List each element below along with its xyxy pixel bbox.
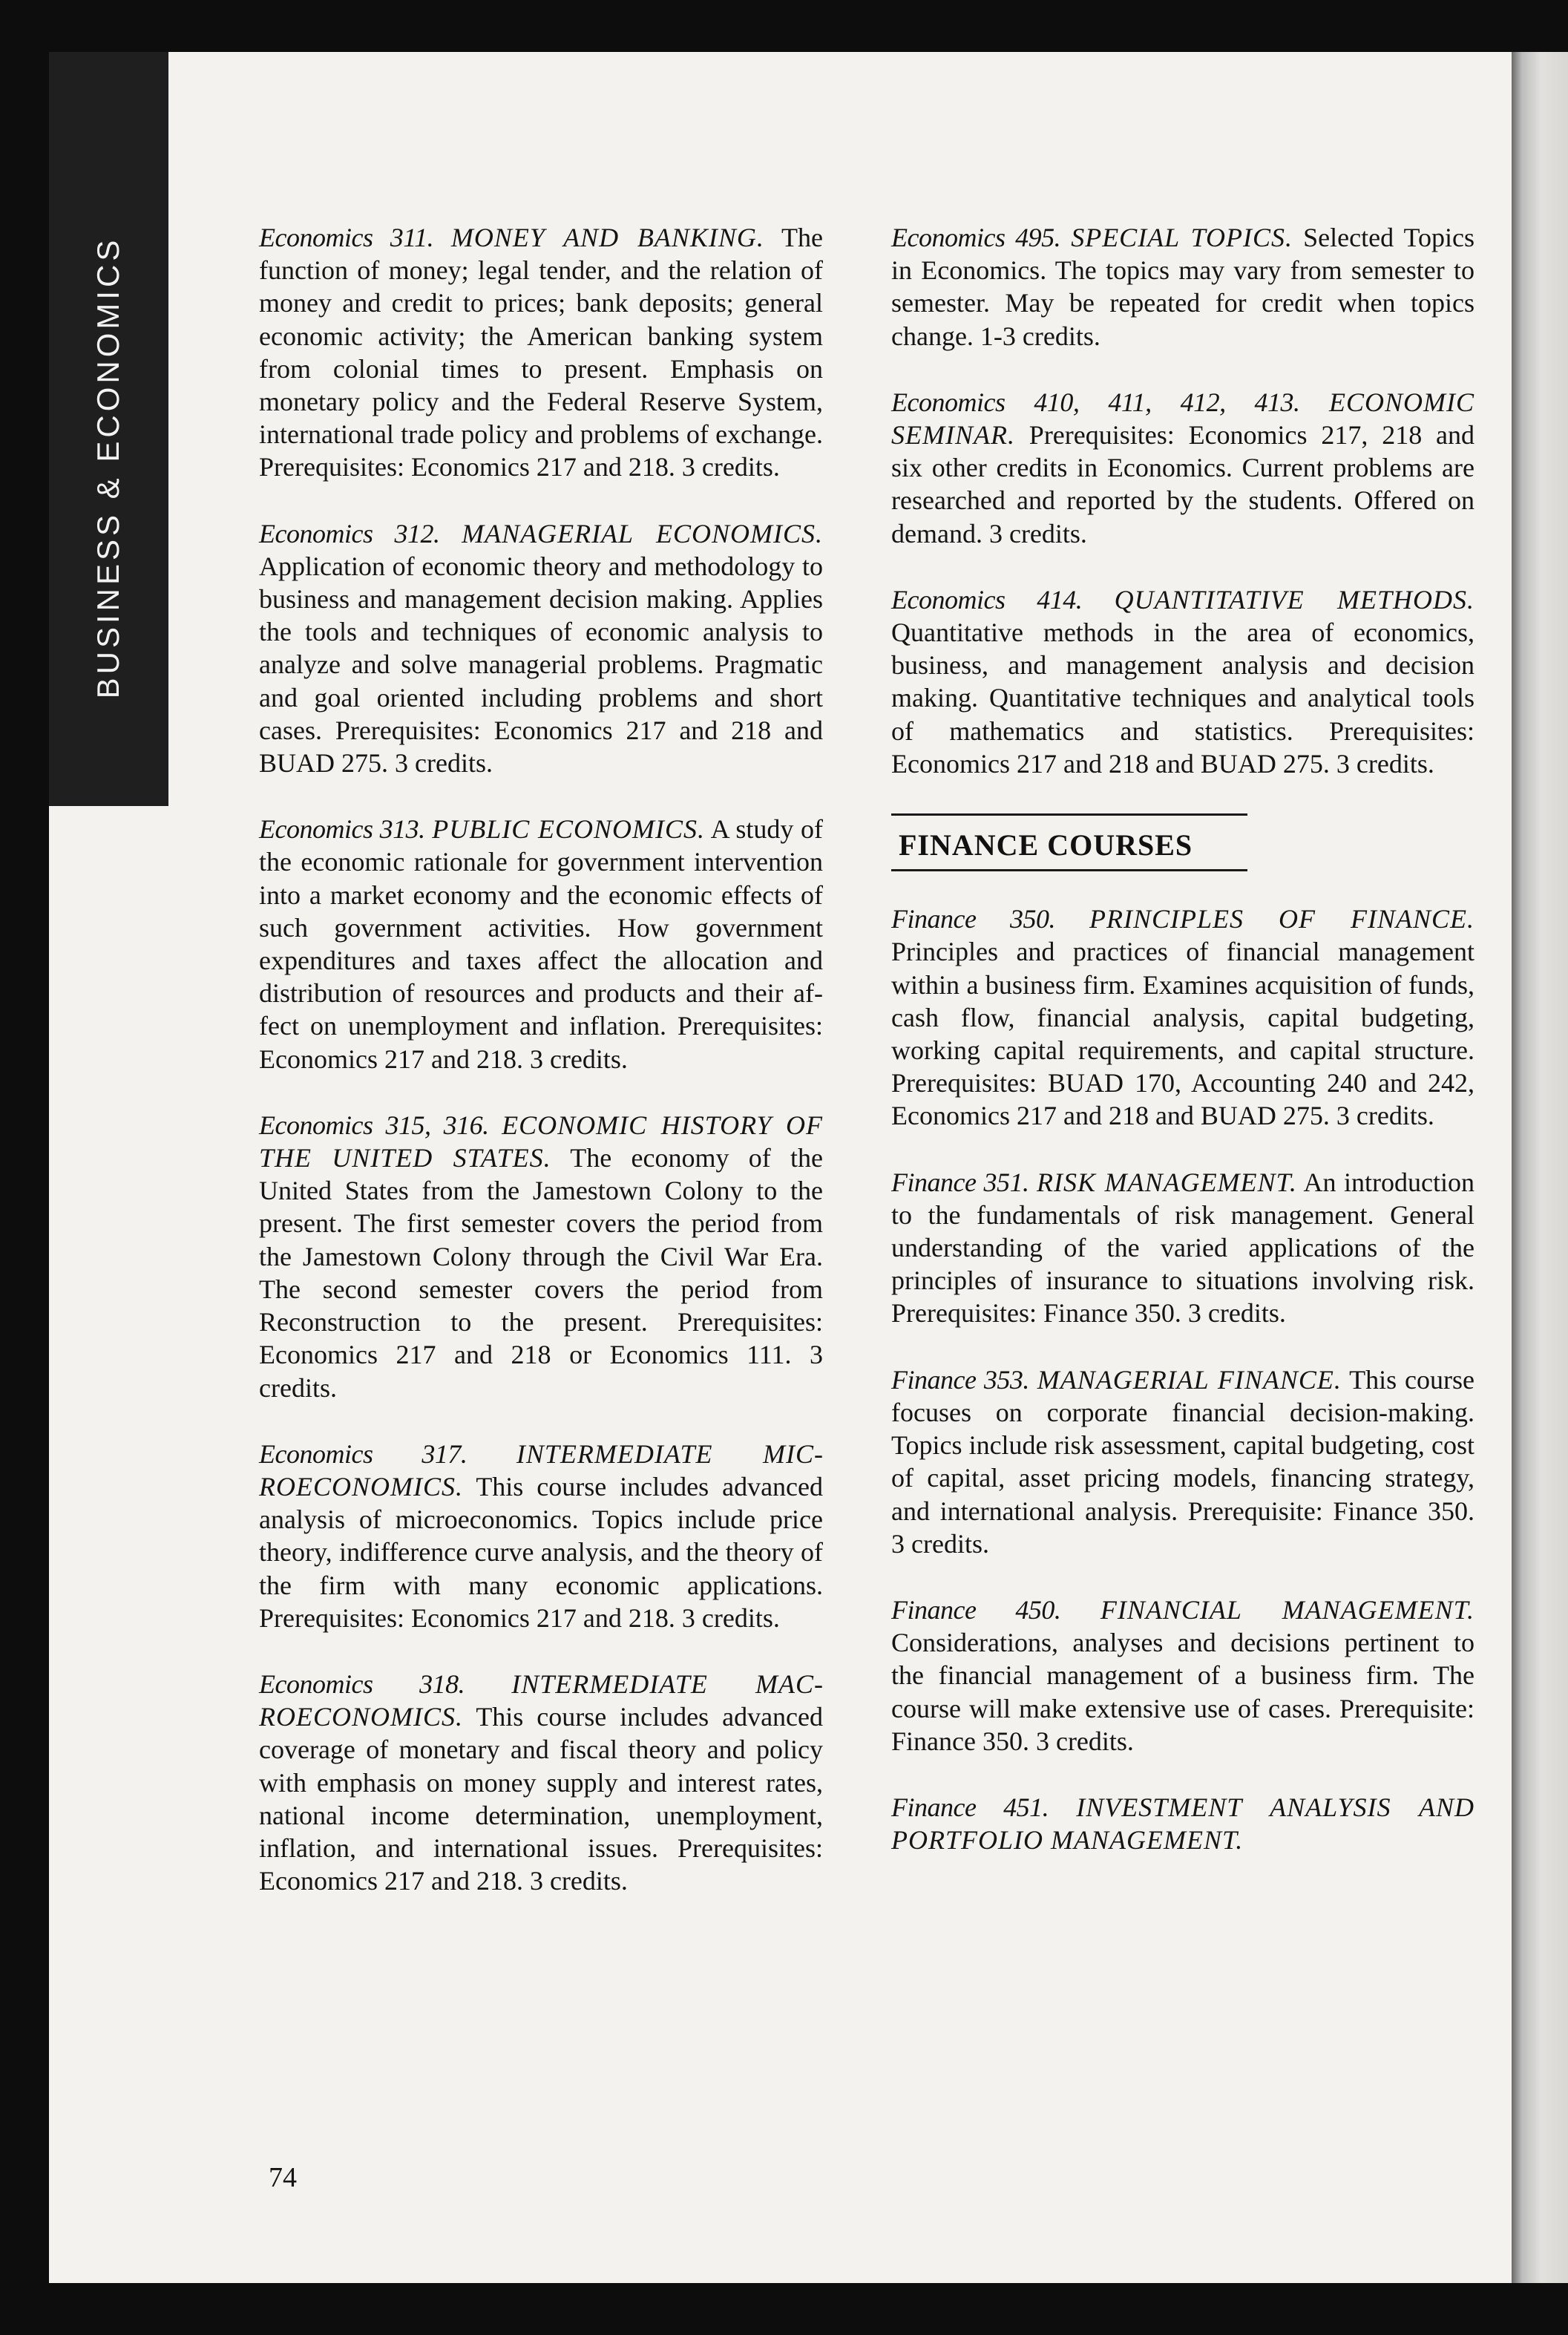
course-number: Finance 351. — [891, 1167, 1029, 1197]
course-entry — [259, 1438, 823, 1634]
course-entry — [891, 903, 1474, 1132]
course-description: The function of money; legal tender, and the relation of money and credit to prices; bank deposits; general economic activity; the American banking system from colonial times to present. Emphasis on monetary policy and the Federal Reserve System, international trade policy and problems of exchange. Prerequisites: Economics 217 and 218. 3 credits. — [259, 223, 823, 482]
finance-courses-heading: FINANCE COURSES — [891, 813, 1247, 871]
side-tab-label: BUSINESS & ECONOMICS — [91, 236, 125, 699]
course-entry — [259, 813, 823, 1075]
course-number: Economics 317. — [259, 1438, 468, 1469]
course-title: INTERMEDIATE MICROECONOMICS. — [259, 1438, 823, 1501]
course-description: An introduction to the fundamentals of risk management. General understanding of the varied applications of the principles of insurance to situations involving risk. Prerequisites: Finance 350. 3 credits. — [891, 1167, 1474, 1329]
course-number: Economics 315, 316. — [259, 1110, 489, 1140]
page-number: 74 — [269, 2162, 297, 2193]
left-column — [259, 221, 823, 1930]
course-description: This course includes advanced coverage of monetary and fiscal theory and policy with emphasis on money supply and interest rates, national income determination, unemployment, inflation, and international issues. Prerequisites: Economics 217 and 218. 3 credits. — [259, 1702, 824, 1896]
course-number: Economics 311. — [259, 223, 434, 252]
course-entry — [891, 1594, 1474, 1758]
course-description: This course includes advanced analysis of microeconomics. Topics include price theory, indifference curve analysis, and the theory of the firm with many economic applications. Prerequisites: Economics 217 and 218. 3 credits. — [259, 1471, 824, 1633]
course-description: This course focuses on corporate financial decision-making. Topics include risk assessment, capital budgeting, cost of capital, asset pricing models, financing strategy, and international analysis. Prerequisite: Finance 350. 3 credits. — [891, 1364, 1474, 1559]
course-entry — [259, 1109, 823, 1404]
course-title: ECONOMIC SEMINAR. — [891, 387, 1475, 451]
course-number: Finance 350. — [891, 904, 1055, 934]
course-entry — [891, 583, 1474, 780]
course-title: SPECIAL TOPICS. — [1071, 223, 1293, 252]
course-entry — [259, 1668, 823, 1897]
course-description: Prerequisites: Economics 217, 218 and six other credits in Economics. Current problems are researched and reported by the students. Offered on demand. 3 credits. — [891, 420, 1474, 548]
section-side-tab — [49, 52, 168, 806]
course-entry — [891, 386, 1474, 550]
course-description: Application of economic theory and methodology to business and management decision making. Applies the tools and techniques of economic analysis to analyze and solve managerial problems. Pragmatic and goal oriented including problems and short cases. Prerequisites: Economics 217 and 218 and BUAD 275. 3 credits. — [259, 551, 823, 779]
course-number: Economics 313. — [259, 814, 425, 845]
course-description: Considerations, analyses and decisions pertinent to the financial management of a business firm. The course will make extensive use of cases. Prerequisite: Finance 350. 3 credits. — [891, 1628, 1474, 1756]
course-title: QUANTITATIVE METHODS. — [1114, 584, 1474, 615]
course-description: Quantitative methods in the area of economics, business, and management analysis and decision making. Quantitative techniques and analytical tools of mathematics and statistics. Prerequisites: Economics 217 and 218 and BUAD 275. 3 credits. — [891, 618, 1474, 779]
course-number: Economics 414. — [891, 584, 1083, 615]
course-number: Finance 353. — [891, 1364, 1029, 1395]
course-title: RISK MANAGEMENT. — [1037, 1167, 1297, 1197]
facing-page-edge — [1512, 52, 1568, 2283]
course-title: MONEY AND BANKING. — [450, 223, 764, 252]
course-number: Economics 318. — [259, 1668, 465, 1699]
course-title: FINANCIAL MANAGEMENT. — [1100, 1594, 1475, 1625]
course-description: A study of the economic rationale for government intervention into a market economy and the economic effects of such government activities. How government expenditures and taxes affect the allocation and distribution of resources and products and their affect on unemployment and inflation. Prerequisites: Economics 217 and 218. 3 credits. — [259, 814, 824, 1074]
course-entry — [891, 1363, 1474, 1560]
course-entry — [891, 1166, 1474, 1330]
course-number: Economics 410, 411, 412, 413. — [891, 387, 1300, 417]
course-title: ECONOMIC HISTORY OF THE UNITED STATES. — [259, 1110, 824, 1173]
course-description: The economy of the United States from the Jamestown Colony to the present. The first semester covers the period from the Jamestown Colony through the Civil War Era. The second semester covers the period from Reconstruction to the present. Prerequisites: Economics 217 and 218 or Economics 111. 3 credits. — [259, 1143, 823, 1403]
course-number: Economics 495. — [891, 223, 1061, 252]
course-title: MANAGERIAL ECONOMICS. — [462, 518, 823, 548]
course-title: MANAGERIAL FINANCE. — [1037, 1364, 1342, 1395]
course-number: Finance 450. — [891, 1594, 1061, 1625]
course-title: PRINCIPLES OF FINANCE. — [1089, 904, 1475, 934]
course-title: INTERMEDIATE MACROECONOMICS. — [259, 1668, 823, 1732]
course-entry — [259, 221, 823, 484]
course-number: Economics 312. — [259, 518, 440, 548]
course-entry — [259, 517, 823, 780]
course-title: PUBLIC ECONOMICS. — [432, 814, 705, 845]
course-entry — [891, 221, 1474, 353]
course-description: Principles and practices of financial management within a business firm. Examines acquisition of funds, cash flow, financial analysis, capital budgeting, working capital requirements, and capital structure. Prerequisites: BUAD 170, Accounting 240 and 242, Economics 217 and 218 and BUAD 275. 3 credits. — [891, 937, 1474, 1131]
right-column — [891, 221, 1474, 1890]
catalog-page — [49, 52, 1512, 2283]
course-entry — [891, 1791, 1474, 1856]
course-description: Selected Topics in Economics. The topics may vary from semester to semester. May be repeated for credit when topics change. 1-3 credits. — [891, 223, 1475, 351]
course-number: Finance 451. — [891, 1792, 1049, 1822]
course-title: INVESTMENT ANALYSIS AND PORTFOLIO MANAGEMENT. — [891, 1792, 1474, 1856]
